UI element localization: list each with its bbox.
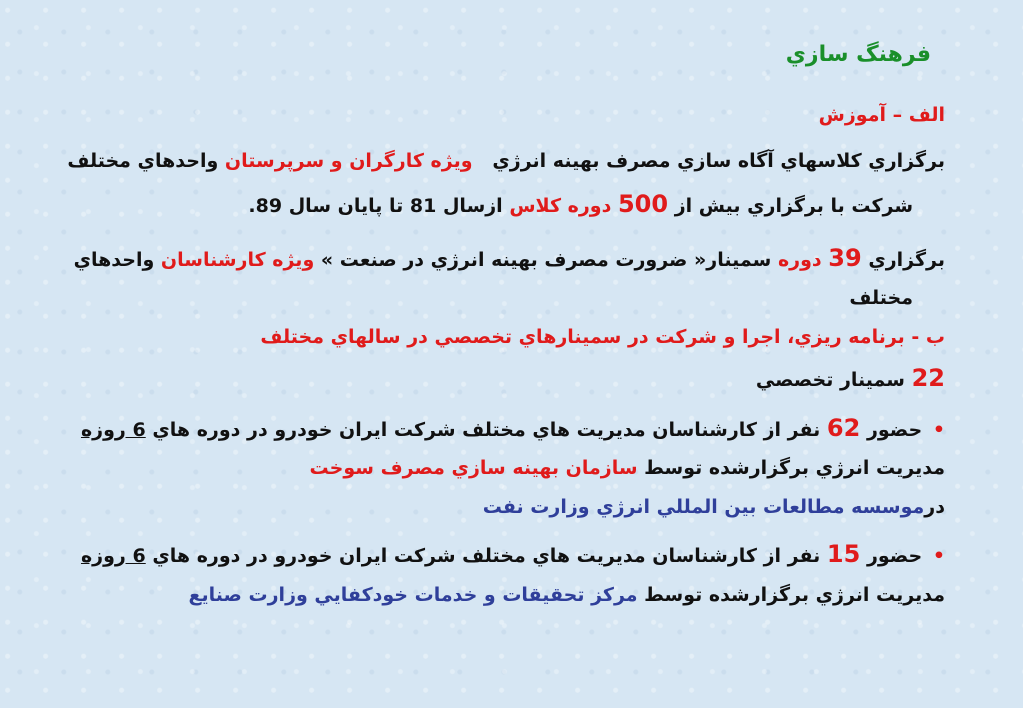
para1-highlight-courses: دوره كلاس — [509, 195, 612, 217]
item1-text-b: نفر از كارشناسان مديريت هاي مختلف شركت ايران خودرو در دوره هاي — [152, 419, 821, 441]
item2-line2 — [189, 584, 945, 607]
para2-text-a: برگزاري — [868, 249, 945, 271]
item1-text-l3a: در — [924, 496, 945, 518]
para1-number-500: 500 — [617, 190, 669, 218]
section-a-heading: الف – آموزش — [818, 104, 945, 126]
para1-highlight-workers: ويژه كارگران و سرپرستان — [224, 150, 473, 172]
seminars-label: سمينار تخصصي — [755, 369, 905, 391]
para2-number-39: 39 — [828, 244, 862, 272]
item1-text-l2a: مديريت انرژي برگزارشده توسط — [644, 457, 945, 479]
item1-number: 62 — [826, 414, 861, 442]
para2-text-e: واحدهاي — [73, 249, 155, 271]
item2-number: 15 — [826, 540, 861, 568]
bullet-icon: • — [932, 545, 945, 567]
para1-text-l2c: ازسال 81 تا پايان سال 89. — [248, 195, 503, 217]
item2-text-b: نفر از كارشناسان مديريت هاي مختلف شركت ايران خودرو در دوره هاي — [152, 545, 821, 567]
seminars-number: 22 — [911, 364, 945, 392]
bullet-icon: • — [932, 419, 945, 441]
item1-line3 — [483, 496, 945, 519]
item1-line2 — [310, 457, 945, 480]
para2-text-c: سمينار« ضرورت مصرف بهينه انرژي در صنعت » — [320, 249, 772, 271]
para1-text-l2a: شركت با برگزاري بيش از — [674, 195, 913, 217]
para2-line1 — [74, 244, 945, 273]
para1-line2 — [248, 190, 913, 219]
item1-duration: 6 روزه — [80, 419, 146, 441]
item1-institute: موسسه مطالعات بين المللي انرژي وزارت نفت — [482, 496, 925, 518]
seminars-line — [756, 364, 945, 393]
para2-highlight-experts: ويژه كارشناسان — [160, 249, 315, 271]
para1-line1 — [67, 150, 945, 173]
item2-line1 — [81, 540, 945, 569]
item1-organization: سازمان بهينه سازي مصرف سوخت — [309, 457, 638, 479]
para1-text-a: برگزاري كلاسهاي آگاه سازي مصرف بهينه انرژي — [492, 150, 945, 172]
item1-line1 — [81, 414, 945, 443]
item2-text-a: حضور — [866, 545, 923, 567]
section-b-heading: ب - برنامه ريزي، اجرا و شركت در سمينارهاي تخصصي در سالهاي مختلف — [260, 326, 945, 348]
item2-organization: مركز تحقيقات و خدمات خودكفايي وزارت صنايع — [188, 584, 638, 606]
item1-text-a: حضور — [866, 419, 923, 441]
para2-line2: مختلف — [849, 287, 913, 309]
para1-text-c: واحدهاي مختلف — [67, 150, 219, 172]
item2-text-l2a: مديريت انرژي برگزارشده توسط — [644, 584, 945, 606]
item2-duration: 6 روزه — [80, 545, 146, 567]
slide-title: فرهنگ سازي — [785, 42, 931, 67]
para2-highlight-period: دوره — [777, 249, 822, 271]
